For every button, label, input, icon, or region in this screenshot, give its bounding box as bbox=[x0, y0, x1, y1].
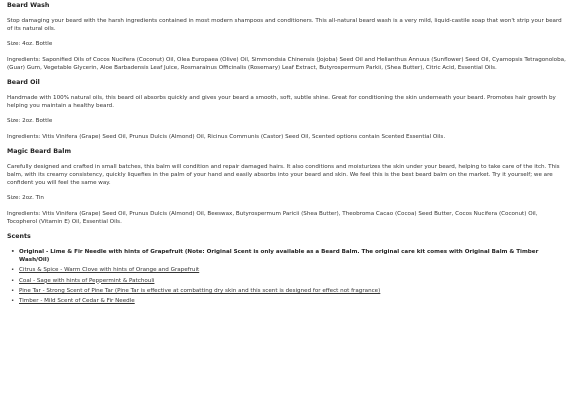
scent-link-coal[interactable]: Coal - Sage with hints of Peppermint & Patchouli bbox=[19, 277, 155, 284]
section-size: Size: 2oz. Tin bbox=[7, 195, 44, 202]
section-scents bbox=[7, 233, 568, 305]
scent-list bbox=[7, 248, 568, 305]
section-ingredients: Ingredients: Saponified Oils of Cocos Nucifera (Coconut) Oil, Olea Europaea (Olive) Oil, Simmondsia Chinensis (Jojoba) Seed Oil and Helianthus Annuus (Sunflower) Seed Oil, Cyamopsis Tetragonoloba, (Guar) Gum, Vegetable Glycerin, Aloe Barbadensis Leaf Juice, Rosmarainus Officinalis (Rosemary) Leaf Extract, Butyrospermum Parkii, (Shea Butter), Citric Acid, Essential Oils. bbox=[7, 56, 566, 71]
section-description: Handmade with 100% natural oils, this beard oil absorbs quickly and gives your beard a smooth, soft, subtle shine. Great for conditioning the skin underneath your beard. Promotes hair growth by helping you maintain a healthy beard. bbox=[7, 95, 556, 110]
scent-link-citrus-spice[interactable]: Citrus & Spice - Warm Clove with hints of Orange and Grapefruit bbox=[19, 267, 200, 274]
section-size: Size: 4oz. Bottle bbox=[7, 41, 53, 48]
section-title: Beard Oil bbox=[7, 79, 40, 87]
section-ingredients: Ingredients: Vitis Vinifera (Grape) Seed Oil, Prunus Dulcis (Almond) Oil, Ricinus Communis (Castor) Seed Oil, Scented options contain Scented Essential Oils. bbox=[7, 133, 446, 140]
scent-item-timber bbox=[15, 297, 568, 305]
section-ingredients: Ingredients: Vitis Vinifera (Grape) Seed Oil, Prunus Dulcis (Almond) Oil, Beeswax, Butyrospermum Paricii (Shea Butter), Theobroma Cacao (Cocoa) Seed Butter, Cocos Nucifera (Coconut) Oil, Tocopherol (Vitamin E) Oil, Essential Oils. bbox=[7, 210, 538, 225]
section-beard-wash bbox=[7, 2, 568, 72]
scent-item-original bbox=[15, 248, 568, 264]
section-description: Carefully designed and crafted in small batches, this balm will condition and repair damaged hairs. It also conditions and moisturizes the skin under your beard, helping to take care of the itch. This balm, with its creamy consistency, quickly liquefies in the palm of your hand and easily absorbs into your beard and skin. We feel this is the best beard balm on the market. Try it yourself; we are confident you will feel the same way. bbox=[7, 163, 560, 187]
section-description: Stop damaging your beard with the harsh ingredients contained in most modern shampoos and conditioners. This all-natural beard wash is a very mild, liquid-castile soap that won't strip your beard of its natural oils. bbox=[7, 18, 562, 33]
section-title: Magic Beard Balm bbox=[7, 147, 71, 155]
scent-label: Original - Lime & Fir Needle with hints of Grapefruit (Note: Original Scent is only available as a Beard Balm. The original care kit comes with Original Balm & Timber Wash/Oil) bbox=[19, 249, 539, 264]
section-title: Beard Wash bbox=[7, 2, 50, 9]
section-title: Scents bbox=[7, 233, 31, 241]
scent-link-pine-tar[interactable]: Pine Tar - Strong Scent of Pine Tar (Pine Tar is effective at combatting dry skin and this scent is designed for effect not fragrance) bbox=[19, 287, 381, 294]
scent-item-pine-tar bbox=[15, 287, 568, 295]
scent-link-timber[interactable]: Timber - Mild Scent of Cedar & Fir Needle bbox=[19, 298, 135, 305]
scent-item-coal bbox=[15, 277, 568, 285]
scent-item-citrus-spice bbox=[15, 266, 568, 274]
section-magic-beard-balm bbox=[7, 148, 568, 226]
section-size: Size: 2oz. Bottle bbox=[7, 118, 53, 125]
section-beard-oil bbox=[7, 79, 568, 141]
